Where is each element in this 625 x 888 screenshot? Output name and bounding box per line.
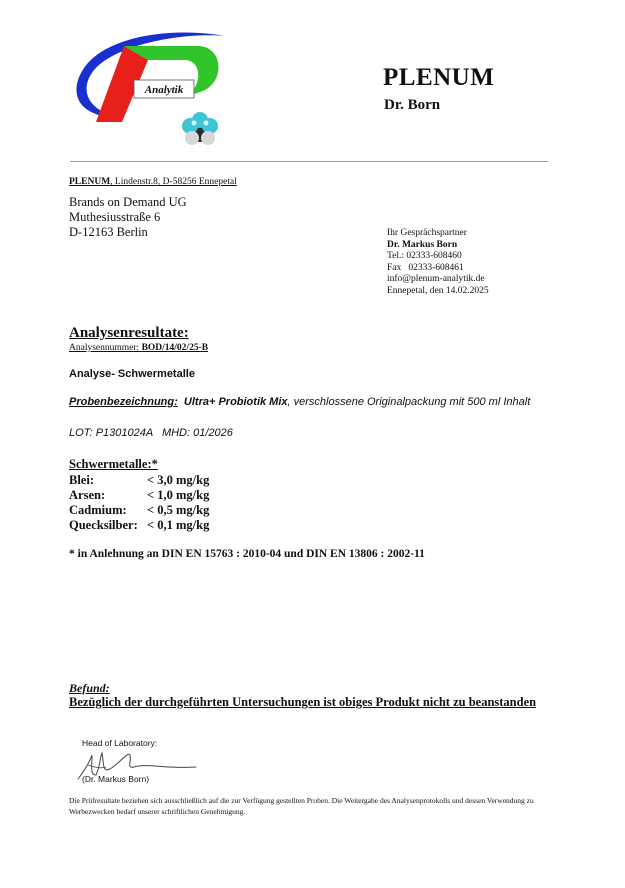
recipient-address (69, 195, 187, 240)
metal-name: Blei: (69, 473, 94, 487)
metal-name: Arsen: (69, 488, 106, 502)
metal-value: < 0,1 mg/kg (147, 518, 210, 532)
company-name: PLENUM (383, 64, 495, 91)
metal-name: Quecksilber: (69, 518, 138, 532)
heavy-metals-title: Schwermetalle:* (69, 457, 158, 471)
metal-row (69, 488, 210, 503)
metal-row (69, 518, 210, 533)
contact-label: Ihr Gesprächspartner (387, 228, 467, 238)
recipient-line-2: Muthesiusstraße 6 (69, 210, 161, 224)
logo-text: Analytik (144, 84, 184, 96)
sender-name: PLENUM (69, 177, 111, 187)
contact-tel: Tel.: 02333-608460 (387, 251, 462, 261)
signature-name: (Dr. Markus Born) (82, 774, 150, 784)
metal-row (69, 473, 210, 488)
contact-name: Dr. Markus Born (387, 239, 458, 250)
norm-footnote: * in Anlehnung an DIN EN 15763 : 2010-04 und DIN EN 13806 : 2002-11 (69, 548, 425, 560)
analysis-number (69, 343, 208, 353)
disclaimer: Die Prüfresultate beziehen sich ausschließlich auf die zur Verfügung gestellten Proben. Die Weitergabe des Analysenprotokolls und dessen Verwendung zu Werbezwecken bedarf unserer schriftlichen Genehmigung. (69, 796, 534, 816)
contact-fax: Fax 02333-608461 (387, 262, 464, 273)
sample-product: Ultra+ Probiotik Mix (183, 396, 288, 408)
header-divider (70, 161, 548, 162)
metal-value: < 1,0 mg/kg (147, 488, 210, 502)
recipient-line-1: Brands on Demand UG (69, 195, 187, 209)
befund-text: Bezüglich der durchgeführten Untersuchungen ist obiges Produkt nicht zu beanstanden (69, 695, 537, 709)
sample-desc: , verschlossene Originalpackung mit 500 ml Inhalt (287, 396, 531, 408)
metal-name: Cadmium: (69, 503, 127, 517)
contact-email[interactable]: info@plenum-analytik.de (387, 274, 485, 284)
sender-address: , Lindenstr.8, D-58256 Ennepetal (110, 177, 237, 187)
analysis-number-value: BOD/14/02/25-B (141, 343, 209, 353)
signature-role: Head of Laboratory: (82, 738, 158, 748)
befund-title: Befund: (69, 681, 110, 695)
sample-description (69, 396, 530, 408)
analysis-type: Analyse- Schwermetalle (69, 368, 195, 380)
company-person: Dr. Born (384, 97, 441, 113)
contact-place-date: Ennepetal, den 14.02.2025 (387, 285, 489, 296)
sample-label: Probenbezeichnung: (69, 396, 178, 408)
plenum-analytik-logo (66, 22, 236, 152)
lot-info: LOT: P1301024A MHD: 01/2026 (69, 427, 233, 439)
recipient-line-3: D-12163 Berlin (69, 225, 148, 239)
metal-value: < 3,0 mg/kg (147, 473, 210, 487)
sender-line (69, 177, 237, 187)
analysis-number-label: Analysennummer: (69, 343, 142, 353)
heavy-metals-section (69, 457, 210, 533)
contact-block (387, 228, 489, 297)
molecule-icon (182, 112, 218, 145)
results-title: Analysenresultate: (69, 325, 189, 341)
metal-row (69, 503, 210, 518)
metal-value: < 0,5 mg/kg (147, 503, 210, 517)
